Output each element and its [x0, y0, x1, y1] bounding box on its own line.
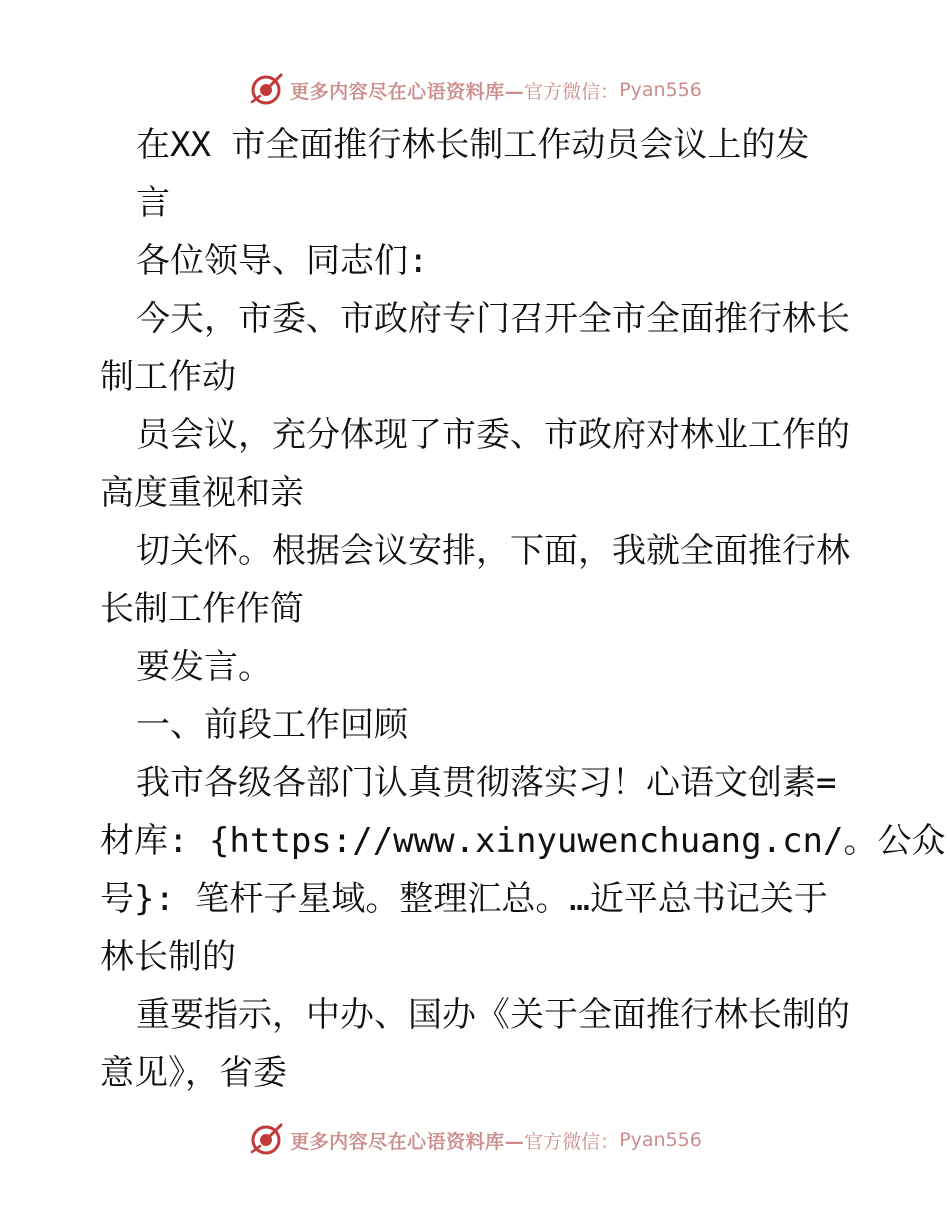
- text-line: 重要指示，中办、国办《关于全面推行林长制的: [136, 995, 850, 1035]
- text-line: 意见》，省委: [100, 1053, 287, 1093]
- text-line: 长制工作作简: [100, 589, 304, 629]
- text-line: 我市各级各部门认真贯彻落实习！心语文创素=: [136, 763, 837, 803]
- text-line: 言: [136, 183, 170, 223]
- text-line: 林长制的: [100, 937, 236, 977]
- text-line: 员会议，充分体现了市委、市政府对林业工作的: [136, 415, 850, 455]
- banner-contact-id: Pyan556: [619, 1129, 702, 1151]
- text-line: 高度重视和亲: [100, 473, 304, 513]
- banner-contact-label: 官方微信：: [524, 1130, 620, 1153]
- footer-banner: [0, 1120, 950, 1160]
- text-line: 材库: {https://www.xinyuwenchuang.cn/。公众: [100, 821, 946, 861]
- text-line: 切关怀。根据会议安排，下面，我就全面推行林: [136, 531, 850, 571]
- text-line: 一、前段工作回顾: [136, 705, 408, 745]
- brush-logo-icon: [248, 72, 284, 108]
- text-line: 制工作动: [100, 357, 236, 397]
- header-banner: [0, 70, 950, 110]
- text-line: 各位领导、同志们:: [136, 241, 429, 281]
- text-line: 今天，市委、市政府专门召开全市全面推行林长: [136, 299, 850, 339]
- text-line: 要发言。: [136, 647, 272, 687]
- document-body: [100, 116, 946, 1102]
- brush-logo-icon: [248, 1122, 284, 1158]
- banner-contact-label: 官方微信：: [524, 80, 620, 103]
- banner-text: 更多内容尽在心语资料库—: [290, 1130, 525, 1153]
- text-line: 在XX 市全面推行林长制工作动员会议上的发: [136, 125, 810, 165]
- text-line: 号}: 笔杆子星域。整理汇总。…近平总书记关于: [100, 879, 828, 919]
- banner-contact-id: Pyan556: [619, 79, 702, 101]
- banner-text: 更多内容尽在心语资料库—: [290, 80, 525, 103]
